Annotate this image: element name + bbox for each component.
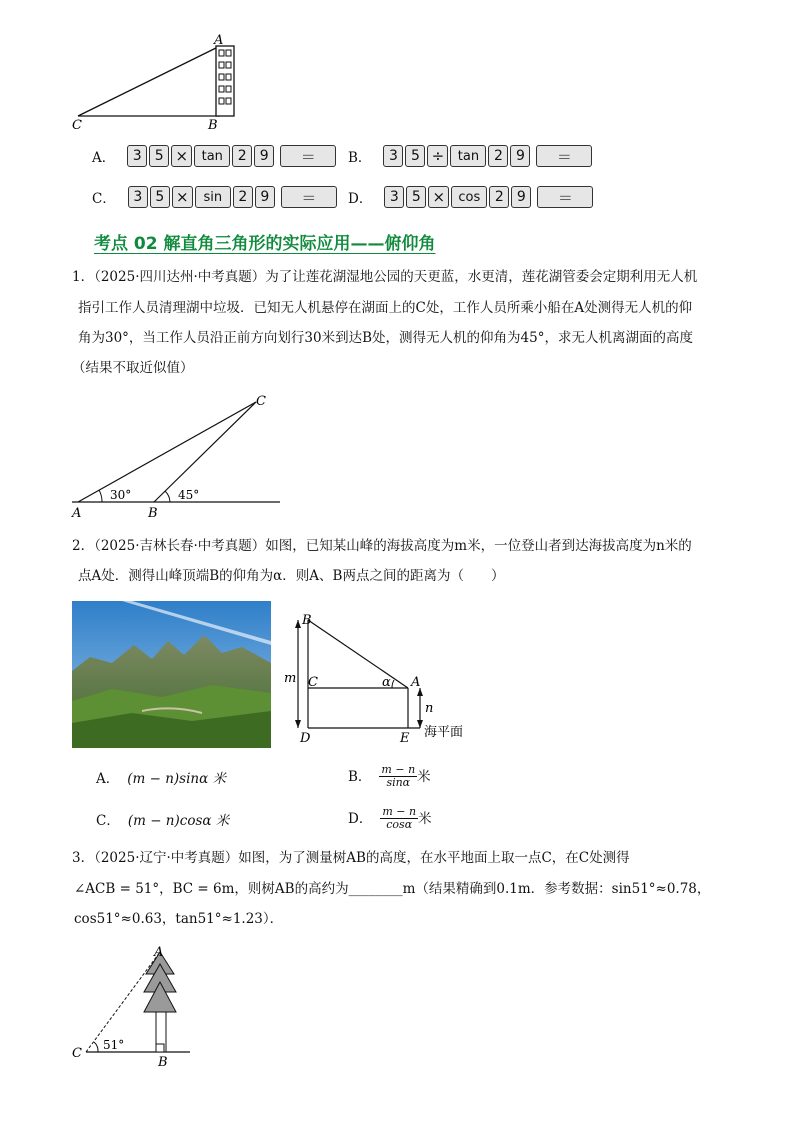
label-a: A xyxy=(411,675,421,690)
key: 3 xyxy=(128,186,148,208)
q1-line-1: 1．（2025·四川达州·中考真题）为了让莲花湖湿地公园的天更蓝，水更清，莲花湖管委会定期利用无人机 xyxy=(72,269,698,285)
key: 9 xyxy=(255,186,275,208)
label-c: C xyxy=(256,394,266,409)
key: 3 xyxy=(127,145,147,167)
label-b: B xyxy=(158,1055,168,1070)
option-c: C． 3 5 × sin 2 9 ＝ xyxy=(92,186,339,208)
key: ÷ xyxy=(427,145,448,167)
key: tan xyxy=(450,145,486,167)
label-alpha: α xyxy=(382,675,391,690)
q2-line-1: 2．（2025·吉林长春·中考真题）如图，已知某山峰的海拔高度为m米，一位登山者到达海拔高度为n米的 xyxy=(72,538,692,554)
key: 3 xyxy=(384,186,404,208)
key: ＝ xyxy=(536,145,592,167)
figure-mountain-diagram xyxy=(280,610,480,746)
key: cos xyxy=(451,186,487,208)
key: 2 xyxy=(232,145,252,167)
label-c: C xyxy=(72,1046,82,1061)
option-a: A． 3 5 × tan 2 9 ＝ xyxy=(92,145,338,167)
key: × xyxy=(428,186,449,208)
label-d: D xyxy=(300,731,311,746)
key: 5 xyxy=(405,145,425,167)
key: 3 xyxy=(383,145,403,167)
label-angle-30: 30° xyxy=(110,488,132,502)
section-heading: 考点 02 解直角三角形的实际应用——俯仰角 xyxy=(94,234,436,254)
key: × xyxy=(172,186,193,208)
q1-line-3: 角为30°，当工作人员沿正前方向划行30米到达B处，测得无人机的仰角为45°，求无人机离湖面的高度 xyxy=(78,330,693,346)
key: tan xyxy=(194,145,230,167)
figure-building-triangle xyxy=(68,32,248,134)
key: 5 xyxy=(150,186,170,208)
label-a: A xyxy=(72,506,82,521)
key: 9 xyxy=(511,186,531,208)
q2-option-c: C． (m − n)cosα 米 xyxy=(96,813,230,829)
option-b: B． 3 5 ÷ tan 2 9 ＝ xyxy=(348,145,594,167)
label-b: B xyxy=(148,506,158,521)
label-b: B xyxy=(208,118,218,133)
key: × xyxy=(171,145,192,167)
q2-option-b: B． $\frac{m - n}{\sin\alpha}$ 米 xyxy=(348,763,431,789)
label-a: A xyxy=(154,945,164,960)
key: 2 xyxy=(488,145,508,167)
label-c: C xyxy=(308,675,318,690)
label-c: C xyxy=(72,118,82,133)
key: 5 xyxy=(149,145,169,167)
key: 9 xyxy=(254,145,274,167)
label-angle-51: 51° xyxy=(103,1038,125,1052)
q1-line-2: 指引工作人员清理湖中垃圾．已知无人机悬停在湖面上的C处，工作人员所乘小船在A处测得无人机的仰 xyxy=(78,300,693,316)
key: 2 xyxy=(489,186,509,208)
q2-line-2: 点A处．测得山峰顶端B的仰角为α．则A、B两点之间的距离为（ ） xyxy=(78,568,505,584)
option-d: D． 3 5 × cos 2 9 ＝ xyxy=(348,186,595,208)
mountain-photo xyxy=(72,601,271,748)
label-b: B xyxy=(302,613,312,628)
q1-line-4: （结果不取近似值） xyxy=(72,360,194,376)
q3-line-1: 3．（2025·辽宁·中考真题）如图，为了测量树AB的高度，在水平地面上取一点C，在C处测得 xyxy=(72,850,630,866)
label-m: m xyxy=(284,671,297,686)
q2-option-a: A． (m − n)sinα 米 xyxy=(96,771,227,787)
key: 9 xyxy=(510,145,530,167)
q3-line-3: cos51°≈0.63，tan51°≈1.23）． xyxy=(74,911,284,927)
key: 2 xyxy=(233,186,253,208)
label-sea-level: 海平面 xyxy=(424,725,464,740)
key: ＝ xyxy=(281,186,337,208)
key: ＝ xyxy=(537,186,593,208)
label-n: n xyxy=(425,701,434,716)
key: sin xyxy=(195,186,231,208)
label-angle-45: 45° xyxy=(178,488,200,502)
figure-drone-angles xyxy=(68,390,288,522)
q3-line-2: ∠ACB = 51°，BC = 6m，则树AB的高约为________m（结果精确到0.1m．参考数据：sin51°≈0.78， xyxy=(74,881,711,897)
q2-option-d: D． $\frac{m - n}{\cos\alpha}$ 米 xyxy=(348,805,432,831)
label-a: A xyxy=(214,33,224,48)
key: ＝ xyxy=(280,145,336,167)
label-e: E xyxy=(400,731,410,746)
figure-tree xyxy=(66,944,196,1072)
key: 5 xyxy=(406,186,426,208)
